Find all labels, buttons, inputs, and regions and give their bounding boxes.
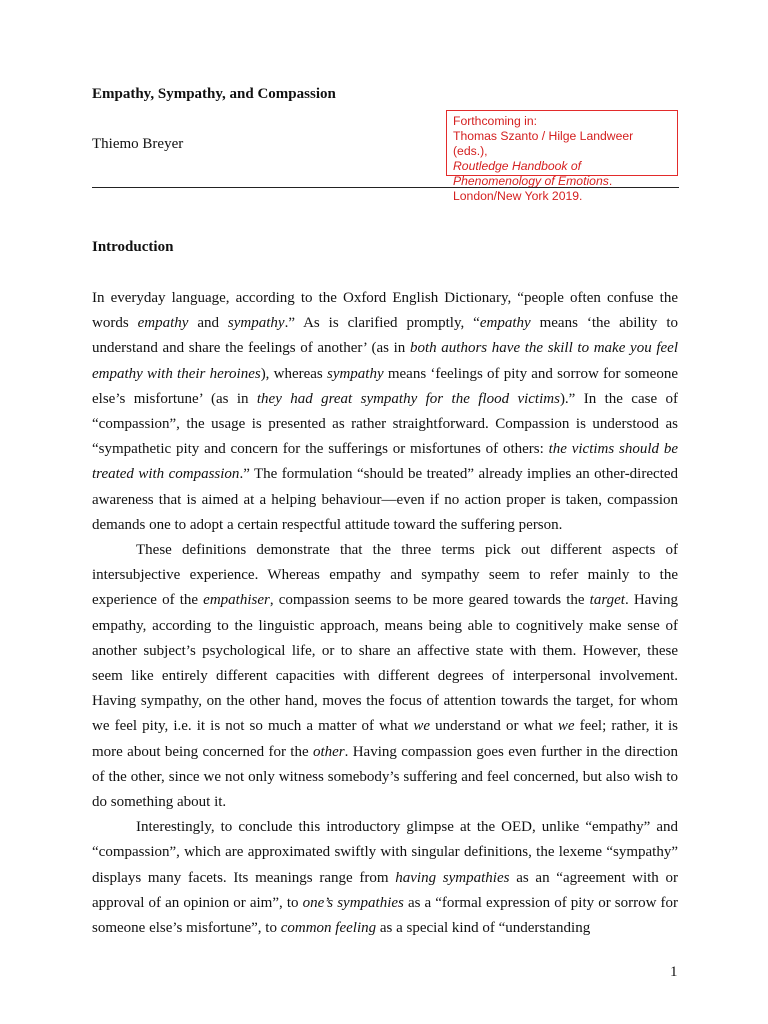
notice-line-1: Forthcoming in:	[453, 114, 537, 128]
header-divider	[92, 187, 679, 188]
notice-book-line	[453, 159, 671, 204]
paper-title: Empathy, Sympathy, and Compassion	[92, 86, 336, 102]
notice-tail: . London/New York 2019.	[453, 174, 613, 203]
publication-notice-box	[446, 110, 678, 203]
body-text	[92, 286, 678, 941]
paragraph-2: These definitions demonstrate that the three terms pick out different aspects of intersubjective experience. Whereas empathy and sympathy seem to refer mainly to the experience of the empathiser, compassion seems to be more geared towards the target. Having empathy, according to the linguistic approach, means being able to cognitively make sense of another subject’s psychological life, or to share an affective state with them. However, these seem like entirely different capacities with different degrees of interpersonal involvement. Having sympathy, on the other hand, moves the focus of attention towards the target, for whom we feel pity, i.e. it is not so much a matter of what we understand or what we feel; rather, it is more about being concerned for the other. Having compassion goes even further in the direction of the other, since we not only witness somebody’s suffering and feel concerned, but also wish to do something about it.	[92, 542, 678, 811]
section-heading: Introduction	[92, 239, 174, 255]
paragraph-3: Interestingly, to conclude this introductory glimpse at the OED, unlike “empathy” and “compassion”, which are approximated swiftly with singular definitions, the lexeme “sympathy” displays many facets. Its meanings range from having sympathies as an “agreement with or approval of an opinion or aim”, to one’s sympathies as a “formal expression of pity or sorrow for someone else’s misfortune”, to common feeling as a special kind of “understanding	[92, 819, 679, 937]
author-name: Thiemo Breyer	[92, 136, 184, 152]
notice-book-title: Routledge Handbook of Phenomenology of Emotions	[453, 159, 609, 188]
notice-line-2: Thomas Szanto / Hilge Landweer (eds.),	[453, 129, 634, 158]
paragraph-1: In everyday language, according to the Oxford English Dictionary, “people often confuse the words empathy and sympathy.” As is clarified promptly, “empathy means ‘the ability to understand and share the feelings of another’ (as in both authors have the skill to make you feel empathy with their heroines), whereas sympathy means ‘feelings of pity and sorrow for someone else’s misfortune’ (as in they had great sympathy for the flood victims).” In the case of “compassion”, the usage is presented as rather straightforward. Compassion is understood as “sympathetic pity and concern for the sufferings or misfortunes of others: the victims should be treated with compassion.” The formulation “should be treated” already implies an other-directed awareness that is aimed at a helping behaviour—even if no action proper is taken, compassion demands one to adopt a certain respectful attitude toward the suffering person.	[92, 290, 679, 533]
page-number: 1	[670, 964, 678, 980]
